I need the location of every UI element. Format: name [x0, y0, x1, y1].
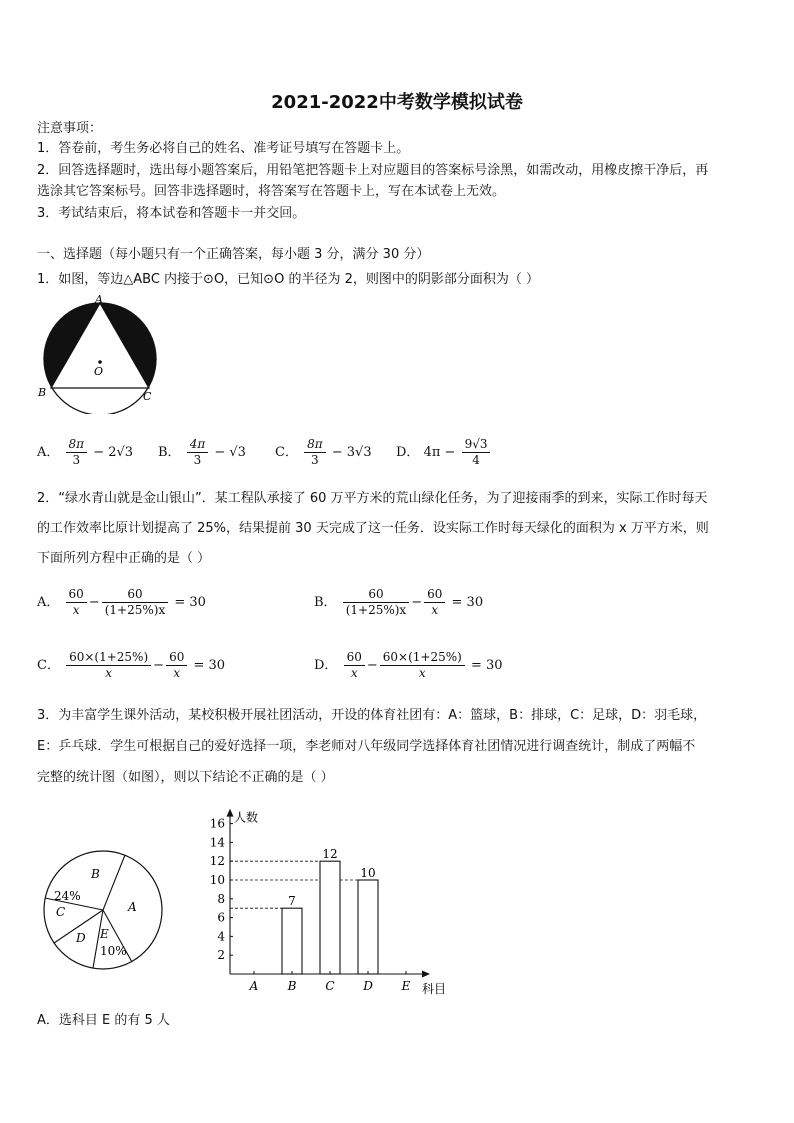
bar-c	[320, 861, 340, 974]
bar-value-label: 10	[360, 866, 376, 880]
q1-option-b[interactable]: B． $\frac{4\pi}{3}$ − √3	[158, 437, 246, 467]
bar-b	[282, 908, 302, 974]
q3-stem-line-2: E：乒乓球．学生可根据自己的爱好选择一项，李老师对八年级同学选择体育社团情况进行调查统计，制成了两幅不	[37, 739, 696, 754]
y-tick-label: 4	[217, 929, 225, 944]
section-heading: 一、选择题（每小题只有一个正确答案，每小题 3 分，满分 30 分）	[37, 247, 430, 262]
q1-option-a[interactable]: A． $\frac{8\pi}{3}$ − 2√3	[37, 437, 134, 467]
label-o: O	[94, 365, 104, 378]
notice-heading: 注意事项：	[37, 121, 103, 136]
y-tick-label: 16	[209, 816, 225, 831]
x-tick-label: D	[363, 979, 373, 993]
q2-stem-line-2: 的工作效率比原计划提高了 25%，结果提前 30 天完成了这一任务．设实际工作时每天绿化的面积为 x 万平方米，则	[37, 521, 709, 536]
q2-option-b[interactable]: B． $\frac{60}{(1+25\%)x}$ − $\frac{60}{x}$ = 30	[314, 587, 484, 617]
x-axis-title: 科目	[422, 982, 447, 996]
center-point	[98, 360, 102, 364]
pie-annotation-e: 10%	[100, 944, 127, 958]
q2-option-d[interactable]: D． $\frac{60}{x}$ − $\frac{60\times(1+25\%)}{x}$ = 30	[314, 650, 503, 680]
label-c: C	[143, 390, 152, 403]
pie-annotation-c: 24%	[54, 889, 81, 903]
label-b: B	[38, 386, 47, 399]
q3-option-a[interactable]: A．选科目 E 的有 5 人	[37, 1013, 170, 1028]
label-a: A	[95, 293, 103, 306]
y-tick-label: 12	[209, 854, 225, 869]
bar-chart	[196, 800, 458, 1000]
y-tick-label: 6	[217, 910, 225, 925]
q1-figure	[36, 292, 166, 414]
x-axis-arrow	[422, 971, 430, 978]
q2-stem-line-1: 2．“绿水青山就是金山银山”．某工程队承接了 60 万平方米的荒山绿化任务，为了迎接雨季的到来，实际工作时每天	[37, 491, 708, 506]
x-tick-label: B	[287, 979, 297, 993]
q1-option-c[interactable]: C． $\frac{8\pi}{3}$ − 3√3	[275, 437, 372, 467]
pie-label-d: D	[76, 931, 86, 945]
q3-stem-line-1: 3．为丰富学生课外活动，某校积极开展社团活动，开设的体育社团有：A：篮球，B：排球，C：足球，D：羽毛球，	[37, 708, 707, 723]
q1-stem: 1．如图，等边△ABC 内接于⊙O，已知⊙O 的半径为 2，则图中的阴影部分面积为（ ）	[37, 272, 539, 287]
q1-option-d[interactable]: D． 4π − $\frac{9√3}{4}$	[396, 437, 492, 468]
q2-option-c[interactable]: C． $\frac{60\times(1+25\%)}{x}$ − $\frac{60}{x}$ = 30	[37, 650, 226, 680]
notice-item-1: 1．答卷前，考生务必将自己的姓名、准考证号填写在答题卡上。	[37, 141, 410, 156]
pie-label-e: E	[100, 927, 109, 941]
y-tick-label: 10	[209, 873, 225, 887]
page-title: 2021-2022中考数学模拟试卷	[271, 92, 523, 113]
q2-option-a[interactable]: A． $\frac{60}{x}$ − $\frac{60}{(1+25\%)x}$ = 30	[37, 587, 206, 617]
x-tick-label: E	[401, 979, 411, 993]
pie-label-a: A	[128, 900, 137, 914]
pie-label-b: B	[91, 867, 100, 881]
y-tick-label: 8	[217, 891, 225, 906]
bar-d	[358, 880, 378, 974]
notice-item-3: 3．考试结束后，将本试卷和答题卡一并交回。	[37, 206, 306, 221]
x-tick-label: C	[325, 979, 335, 993]
pie-chart	[36, 840, 168, 972]
y-tick-label: 14	[209, 835, 225, 850]
notice-item-2-cont: 选涂其它答案标号。回答非选择题时，将答案写在答题卡上，写在本试卷上无效。	[37, 184, 506, 199]
q3-stem-line-3: 完整的统计图（如图），则以下结论不正确的是（ ）	[37, 770, 334, 785]
x-tick-label: A	[249, 979, 259, 993]
y-axis-arrow	[227, 809, 234, 817]
notice-item-2: 2．回答选择题时，选出每小题答案后，用铅笔把答题卡上对应题目的答案标号涂黑，如需改动，用橡皮擦干净后，再	[37, 163, 709, 178]
bar-value-label: 7	[288, 894, 296, 909]
q2-stem-line-3: 下面所列方程中正确的是（ ）	[37, 551, 211, 566]
bar-value-label: 12	[322, 847, 338, 862]
y-axis-title: 人数	[234, 810, 259, 825]
y-tick-label: 2	[217, 948, 225, 963]
pie-label-c: C	[56, 905, 66, 919]
